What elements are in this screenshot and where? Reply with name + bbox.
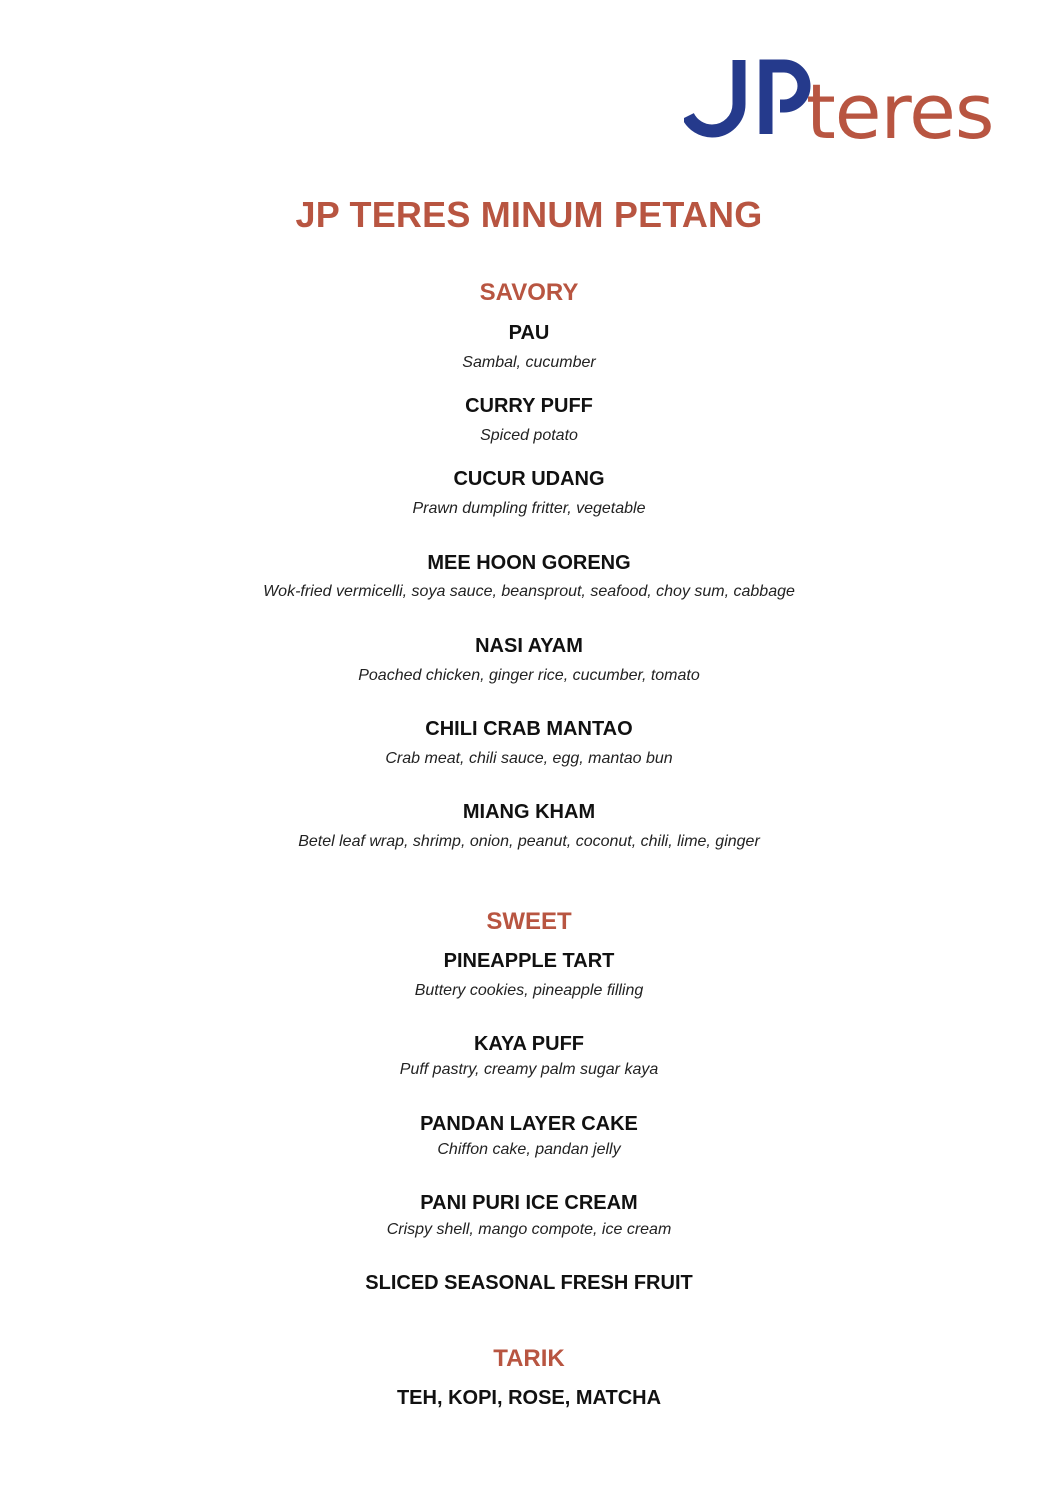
menu-item-name: KAYA PUFF (473, 1033, 585, 1055)
menu-item-desc: Spiced potato (480, 427, 578, 444)
menu-item-name: PANI PURI ICE CREAM (420, 1192, 638, 1214)
menu-item-name: CHILI CRAB MANTAO (425, 718, 633, 740)
menu-title: JP TERES MINUM PETANG (295, 194, 763, 235)
menu-item-name: MEE HOON GORENG (427, 552, 631, 574)
menu-item-name: PAU (508, 322, 550, 344)
menu-item-desc: Puff pastry, creamy palm sugar kaya (399, 1061, 659, 1078)
menu-item-name: TEH, KOPI, ROSE, MATCHA (396, 1387, 662, 1409)
menu-item-desc: Betel leaf wrap, shrimp, onion, peanut, coconut, chili, lime, ginger (298, 833, 760, 850)
menu-item-desc: Buttery cookies, pineapple filling (414, 982, 644, 999)
logo-wordmark: teres (806, 67, 994, 152)
section-title-sweet: SWEET (486, 908, 572, 935)
menu-item-name: PINEAPPLE TART (443, 950, 615, 972)
menu-item-name: CUCUR UDANG (453, 468, 605, 490)
menu-item-desc: Crab meat, chili sauce, egg, mantao bun (385, 750, 673, 767)
section-title-savory: SAVORY (479, 279, 579, 306)
menu-item-desc: Prawn dumpling fritter, vegetable (412, 500, 646, 517)
menu-item-desc: Wok-fried vermicelli, soya sauce, beansprout, seafood, choy sum, cabbage (263, 583, 795, 600)
menu-item-desc: Crispy shell, mango compote, ice cream (386, 1221, 672, 1238)
menu-item-desc: Poached chicken, ginger rice, cucumber, tomato (358, 667, 700, 684)
menu-item-name: CURRY PUFF (465, 395, 593, 417)
section-title-tarik: TARIK (493, 1345, 565, 1372)
menu-item-desc: Sambal, cucumber (462, 354, 596, 371)
menu-item-name: PANDAN LAYER CAKE (420, 1113, 638, 1135)
menu-item-name: SLICED SEASONAL FRESH FRUIT (365, 1272, 693, 1294)
menu-item-name: MIANG KHAM (462, 801, 596, 823)
jp-teres-logo (684, 52, 1014, 152)
menu-item-name: NASI AYAM (475, 635, 583, 657)
menu-item-desc: Chiffon cake, pandan jelly (437, 1141, 621, 1158)
